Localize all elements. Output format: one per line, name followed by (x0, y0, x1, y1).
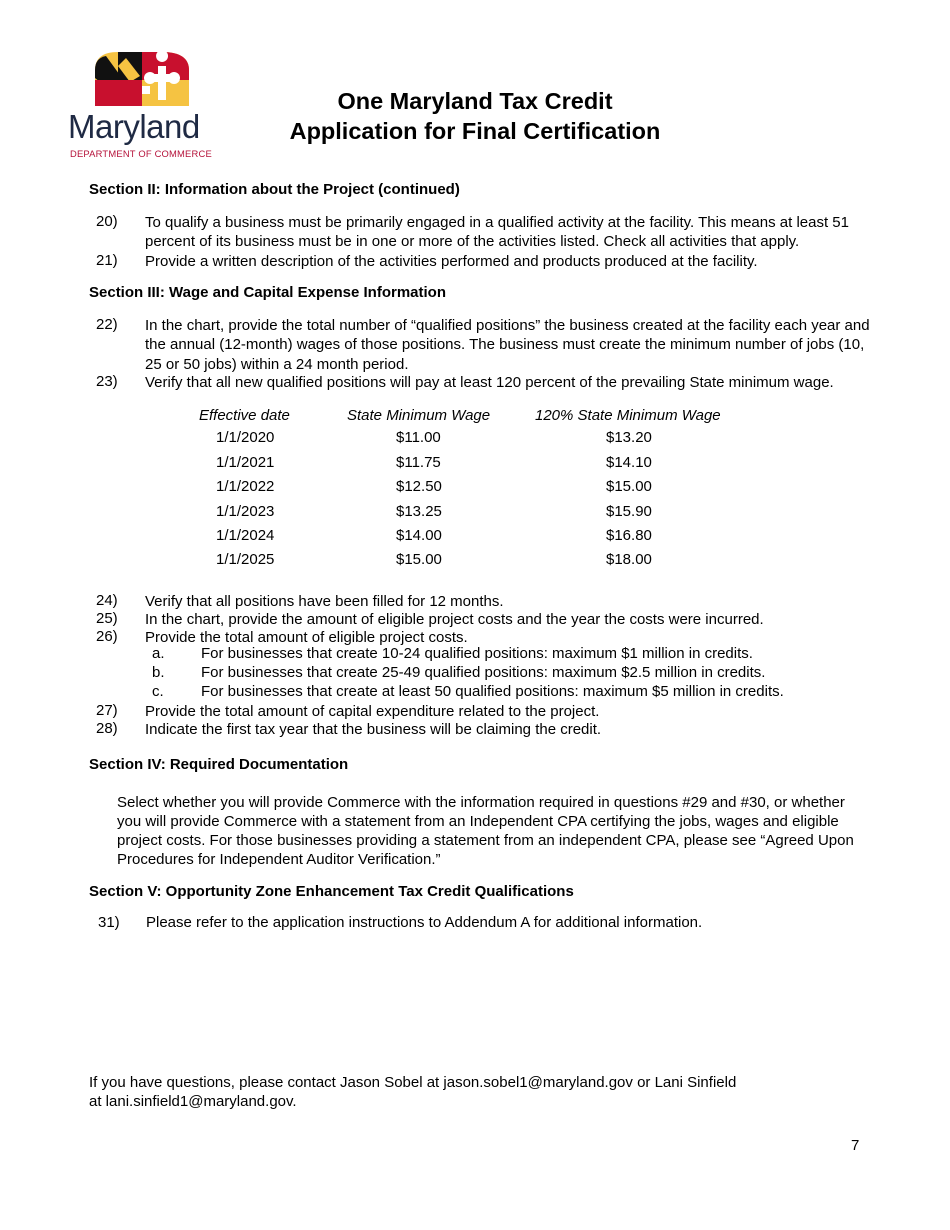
contact-line-1: If you have questions, please contact Jason Sobel at jason.sobel1@maryland.gov or Lani Sinfield (89, 1074, 737, 1091)
item-text: Verify that all positions have been filled for 12 months. (145, 593, 504, 610)
wage-cell-min: $11.75 (396, 454, 441, 471)
wage-header-min: State Minimum Wage (347, 407, 491, 424)
wage-cell-120: $18.00 (606, 551, 652, 568)
subitem-letter: c. (152, 683, 164, 700)
item-number: 28) (96, 720, 118, 737)
wage-cell-min: $13.25 (396, 503, 442, 520)
wage-cell-120: $13.20 (606, 429, 652, 446)
wage-cell-120: $16.80 (606, 527, 652, 544)
item-text: In the chart, provide the amount of eligible project costs and the year the costs were incurred. (145, 611, 764, 628)
subitem-letter: a. (152, 645, 165, 662)
page-number: 7 (851, 1137, 860, 1154)
section-5-heading: Section V: Opportunity Zone Enhancement Tax Credit Qualifications (89, 883, 574, 900)
item-text: Verify that all new qualified positions will pay at least 120 percent of the prevailing State minimum wage. (145, 374, 834, 391)
wage-cell-date: 1/1/2023 (216, 503, 275, 520)
item-number: 23) (96, 373, 118, 390)
wage-header-date: Effective date (199, 407, 290, 424)
item-text: Please refer to the application instructions to Addendum A for additional information. (146, 914, 703, 931)
wage-cell-120: $15.00 (606, 478, 652, 495)
wage-cell-min: $15.00 (396, 551, 442, 568)
logo-department: DEPARTMENT OF COMMERCE (70, 148, 212, 159)
wage-cell-120: $14.10 (606, 454, 652, 471)
page-title-line2: Application for Final Certification (289, 118, 661, 144)
logo-wordmark: Maryland (68, 108, 200, 145)
subitem-letter: b. (152, 664, 165, 681)
wage-header-120: 120% State Minimum Wage (535, 407, 721, 424)
wage-cell-min: $11.00 (396, 429, 441, 446)
wage-cell-date: 1/1/2020 (216, 429, 275, 446)
section-4-heading: Section IV: Required Documentation (89, 756, 349, 773)
item-text: Provide the total amount of capital expenditure related to the project. (145, 703, 600, 720)
subitem-text: For businesses that create 25-49 qualified positions: maximum $2.5 million in credits. (201, 664, 766, 681)
subitem-text: For businesses that create 10-24 qualified positions: maximum $1 million in credits. (201, 645, 753, 662)
section-2-heading: Section II: Information about the Project (continued) (89, 181, 460, 198)
item-text: To qualify a business must be primarily engaged in a qualified activity at the facility. This means at least 51 percent of its business must be in one or more of the activities listed. Check all activities that apply. (145, 214, 849, 251)
wage-cell-min: $12.50 (396, 478, 442, 495)
item-number: 22) (96, 316, 118, 333)
subitem-text: For businesses that create at least 50 qualified positions: maximum $5 million in credits. (201, 683, 784, 700)
item-text: In the chart, provide the total number of “qualified positions” the business created at the facility each year and the annual (12-month) wages of those positions. The business must create the minimum number of jobs (10, 25 or 50 jobs) within a 24 month period. (145, 317, 870, 373)
section-3-heading: Section III: Wage and Capital Expense Information (89, 284, 446, 301)
wage-cell-date: 1/1/2025 (216, 551, 275, 568)
page-title-line1: One Maryland Tax Credit (337, 88, 613, 114)
item-number: 24) (96, 592, 118, 609)
wage-cell-date: 1/1/2021 (216, 454, 275, 471)
contact-line-2: at lani.sinfield1@maryland.gov. (89, 1093, 297, 1110)
wage-cell-min: $14.00 (396, 527, 442, 544)
item-number: 25) (96, 610, 118, 627)
item-number: 27) (96, 702, 118, 719)
item-text: Indicate the first tax year that the business will be claiming the credit. (145, 721, 602, 738)
item-number: 20) (96, 213, 118, 230)
wage-cell-date: 1/1/2024 (216, 527, 275, 544)
item-text: Provide a written description of the activities performed and products produced at the facility. (145, 253, 758, 270)
item-number: 26) (96, 628, 118, 645)
item-text: Provide the total amount of eligible project costs. (145, 629, 468, 646)
flag-emblem-icon (95, 50, 189, 106)
item-number: 31) (98, 914, 120, 931)
item-number: 21) (96, 252, 118, 269)
wage-cell-date: 1/1/2022 (216, 478, 275, 495)
section-4-paragraph: Select whether you will provide Commerce with the information required in questions #29 and #30, or whether you will provide Commerce with a statement from an Independent CPA certifying the jobs, wages and eligible project costs. For those businesses providing a statement from an independent CPA, please see “Agreed Upon Procedures for Independent Auditor Verification.” (117, 794, 854, 868)
wage-cell-120: $15.90 (606, 503, 652, 520)
